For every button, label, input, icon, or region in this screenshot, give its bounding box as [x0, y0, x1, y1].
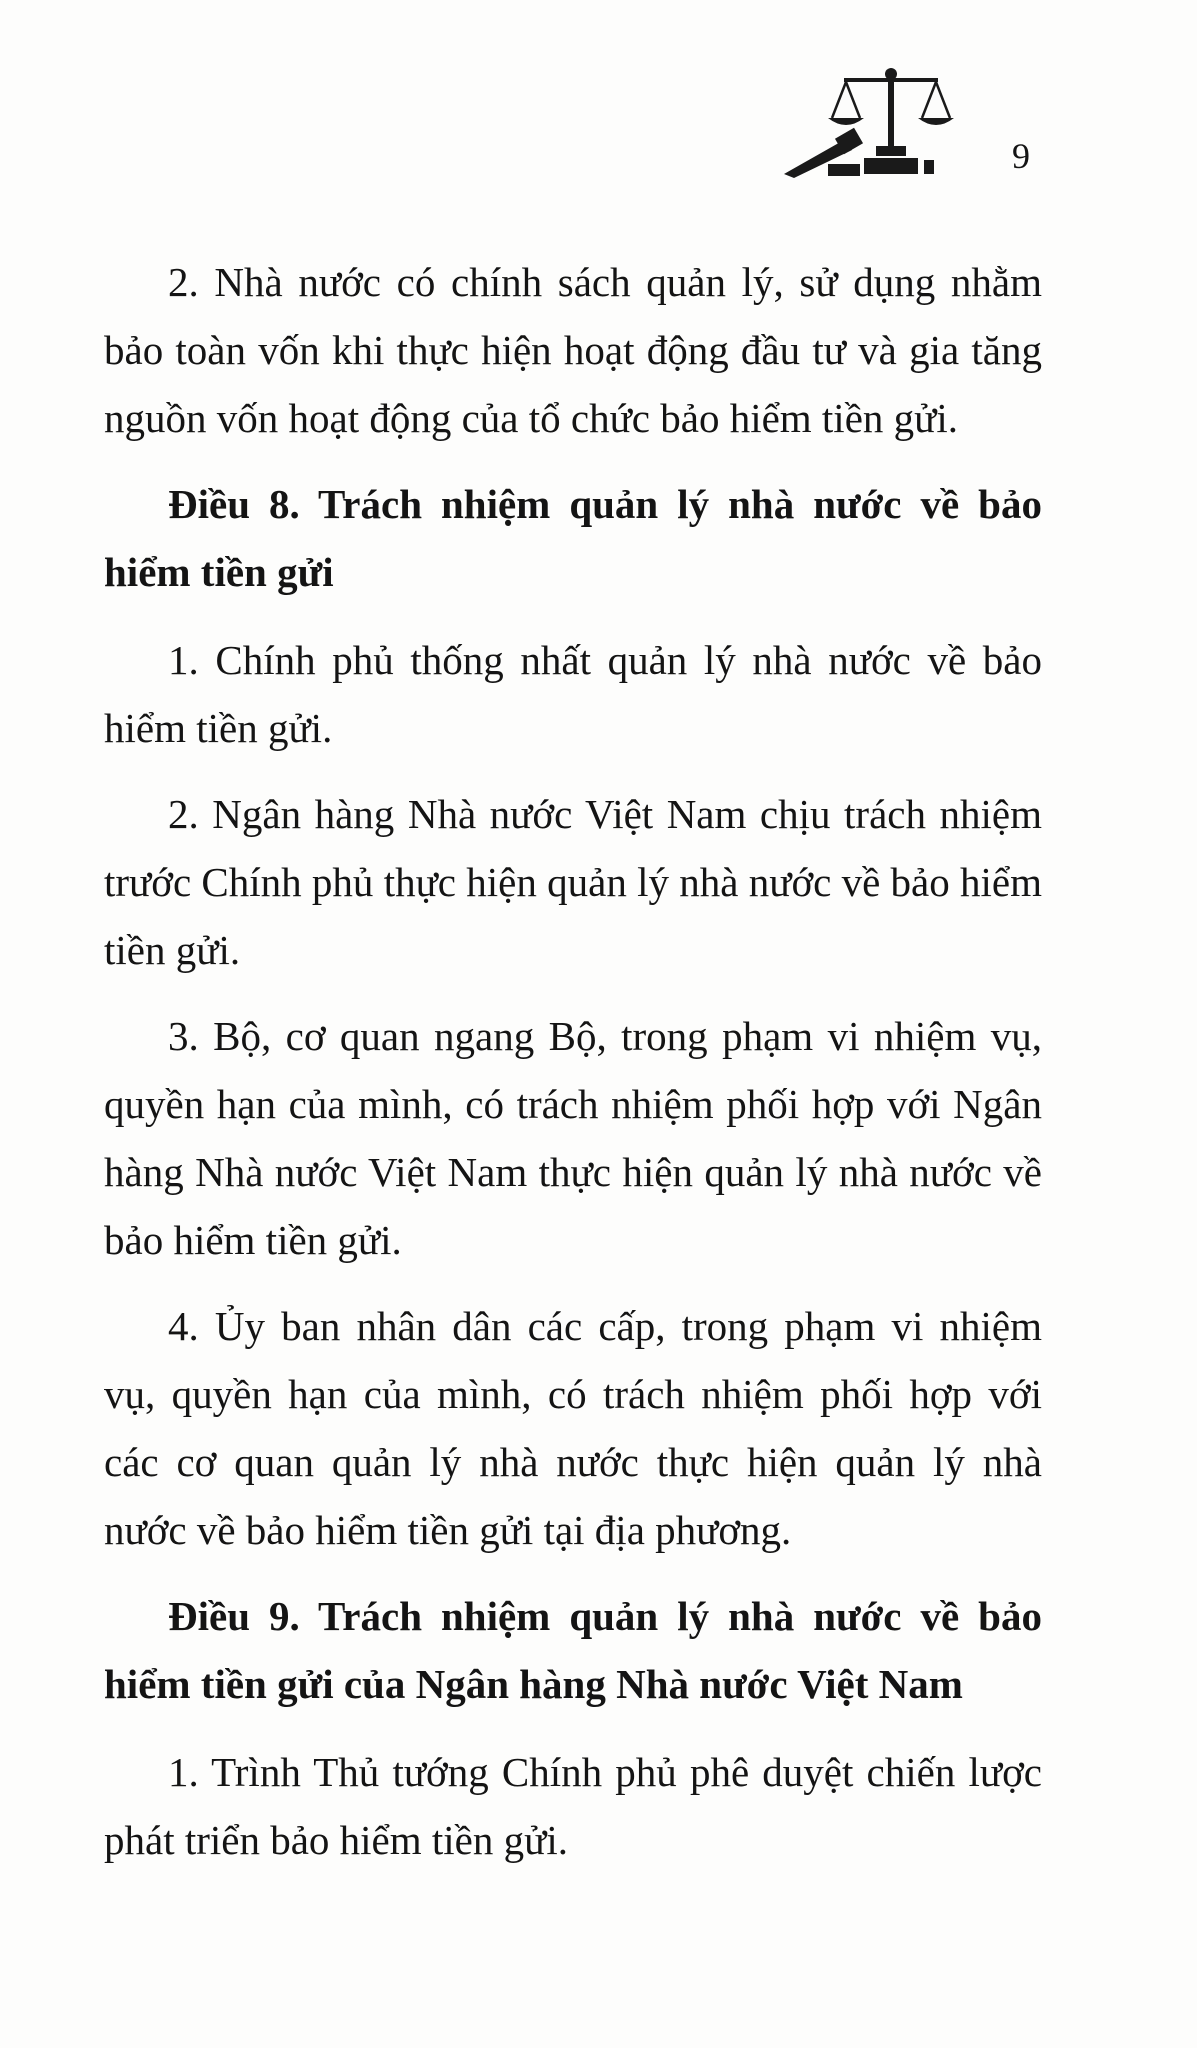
article-8-heading: Điều 8. Trách nhiệm quản lý nhà nước về bảo hiểm tiền gửi	[104, 481, 1042, 595]
paragraph-art9-clause1: 1. Trình Thủ tướng Chính phủ phê duyệt chiến lược phát triển bảo hiểm tiền gửi.	[104, 1749, 1042, 1863]
page-header	[780, 60, 1100, 180]
paragraph-art7-clause2: 2. Nhà nước có chính sách quản lý, sử dụng nhằm bảo toàn vốn khi thực hiện hoạt động đầu tư và gia tăng nguồn vốn hoạt động của tổ chức bảo hiểm tiền gửi.	[104, 259, 1042, 441]
paragraph-art8-clause1: 1. Chính phủ thống nhất quản lý nhà nước về bảo hiểm tiền gửi.	[104, 637, 1042, 751]
paragraph-art8-clause4: 4. Ủy ban nhân dân các cấp, trong phạm vi nhiệm vụ, quyền hạn của mình, có trách nhiệm phối hợp với các cơ quan quản lý nhà nước thực hiện quản lý nhà nước về bảo hiểm tiền gửi tại địa phương.	[104, 1303, 1042, 1553]
scales-of-justice-and-gavel-icon	[780, 60, 960, 180]
article-9-heading: Điều 9. Trách nhiệm quản lý nhà nước về bảo hiểm tiền gửi của Ngân hàng Nhà nước Việt Nam	[104, 1593, 1042, 1707]
page-number: 9	[1012, 136, 1030, 176]
paragraph-art8-clause2: 2. Ngân hàng Nhà nước Việt Nam chịu trách nhiệm trước Chính phủ thực hiện quản lý nhà nước về bảo hiểm tiền gửi.	[104, 791, 1042, 973]
page-content	[104, 248, 1042, 1892]
paragraph-art8-clause3: 3. Bộ, cơ quan ngang Bộ, trong phạm vi nhiệm vụ, quyền hạn của mình, có trách nhiệm phối hợp với Ngân hàng Nhà nước Việt Nam thực hiện quản lý nhà nước về bảo hiểm tiền gửi.	[104, 1013, 1042, 1263]
